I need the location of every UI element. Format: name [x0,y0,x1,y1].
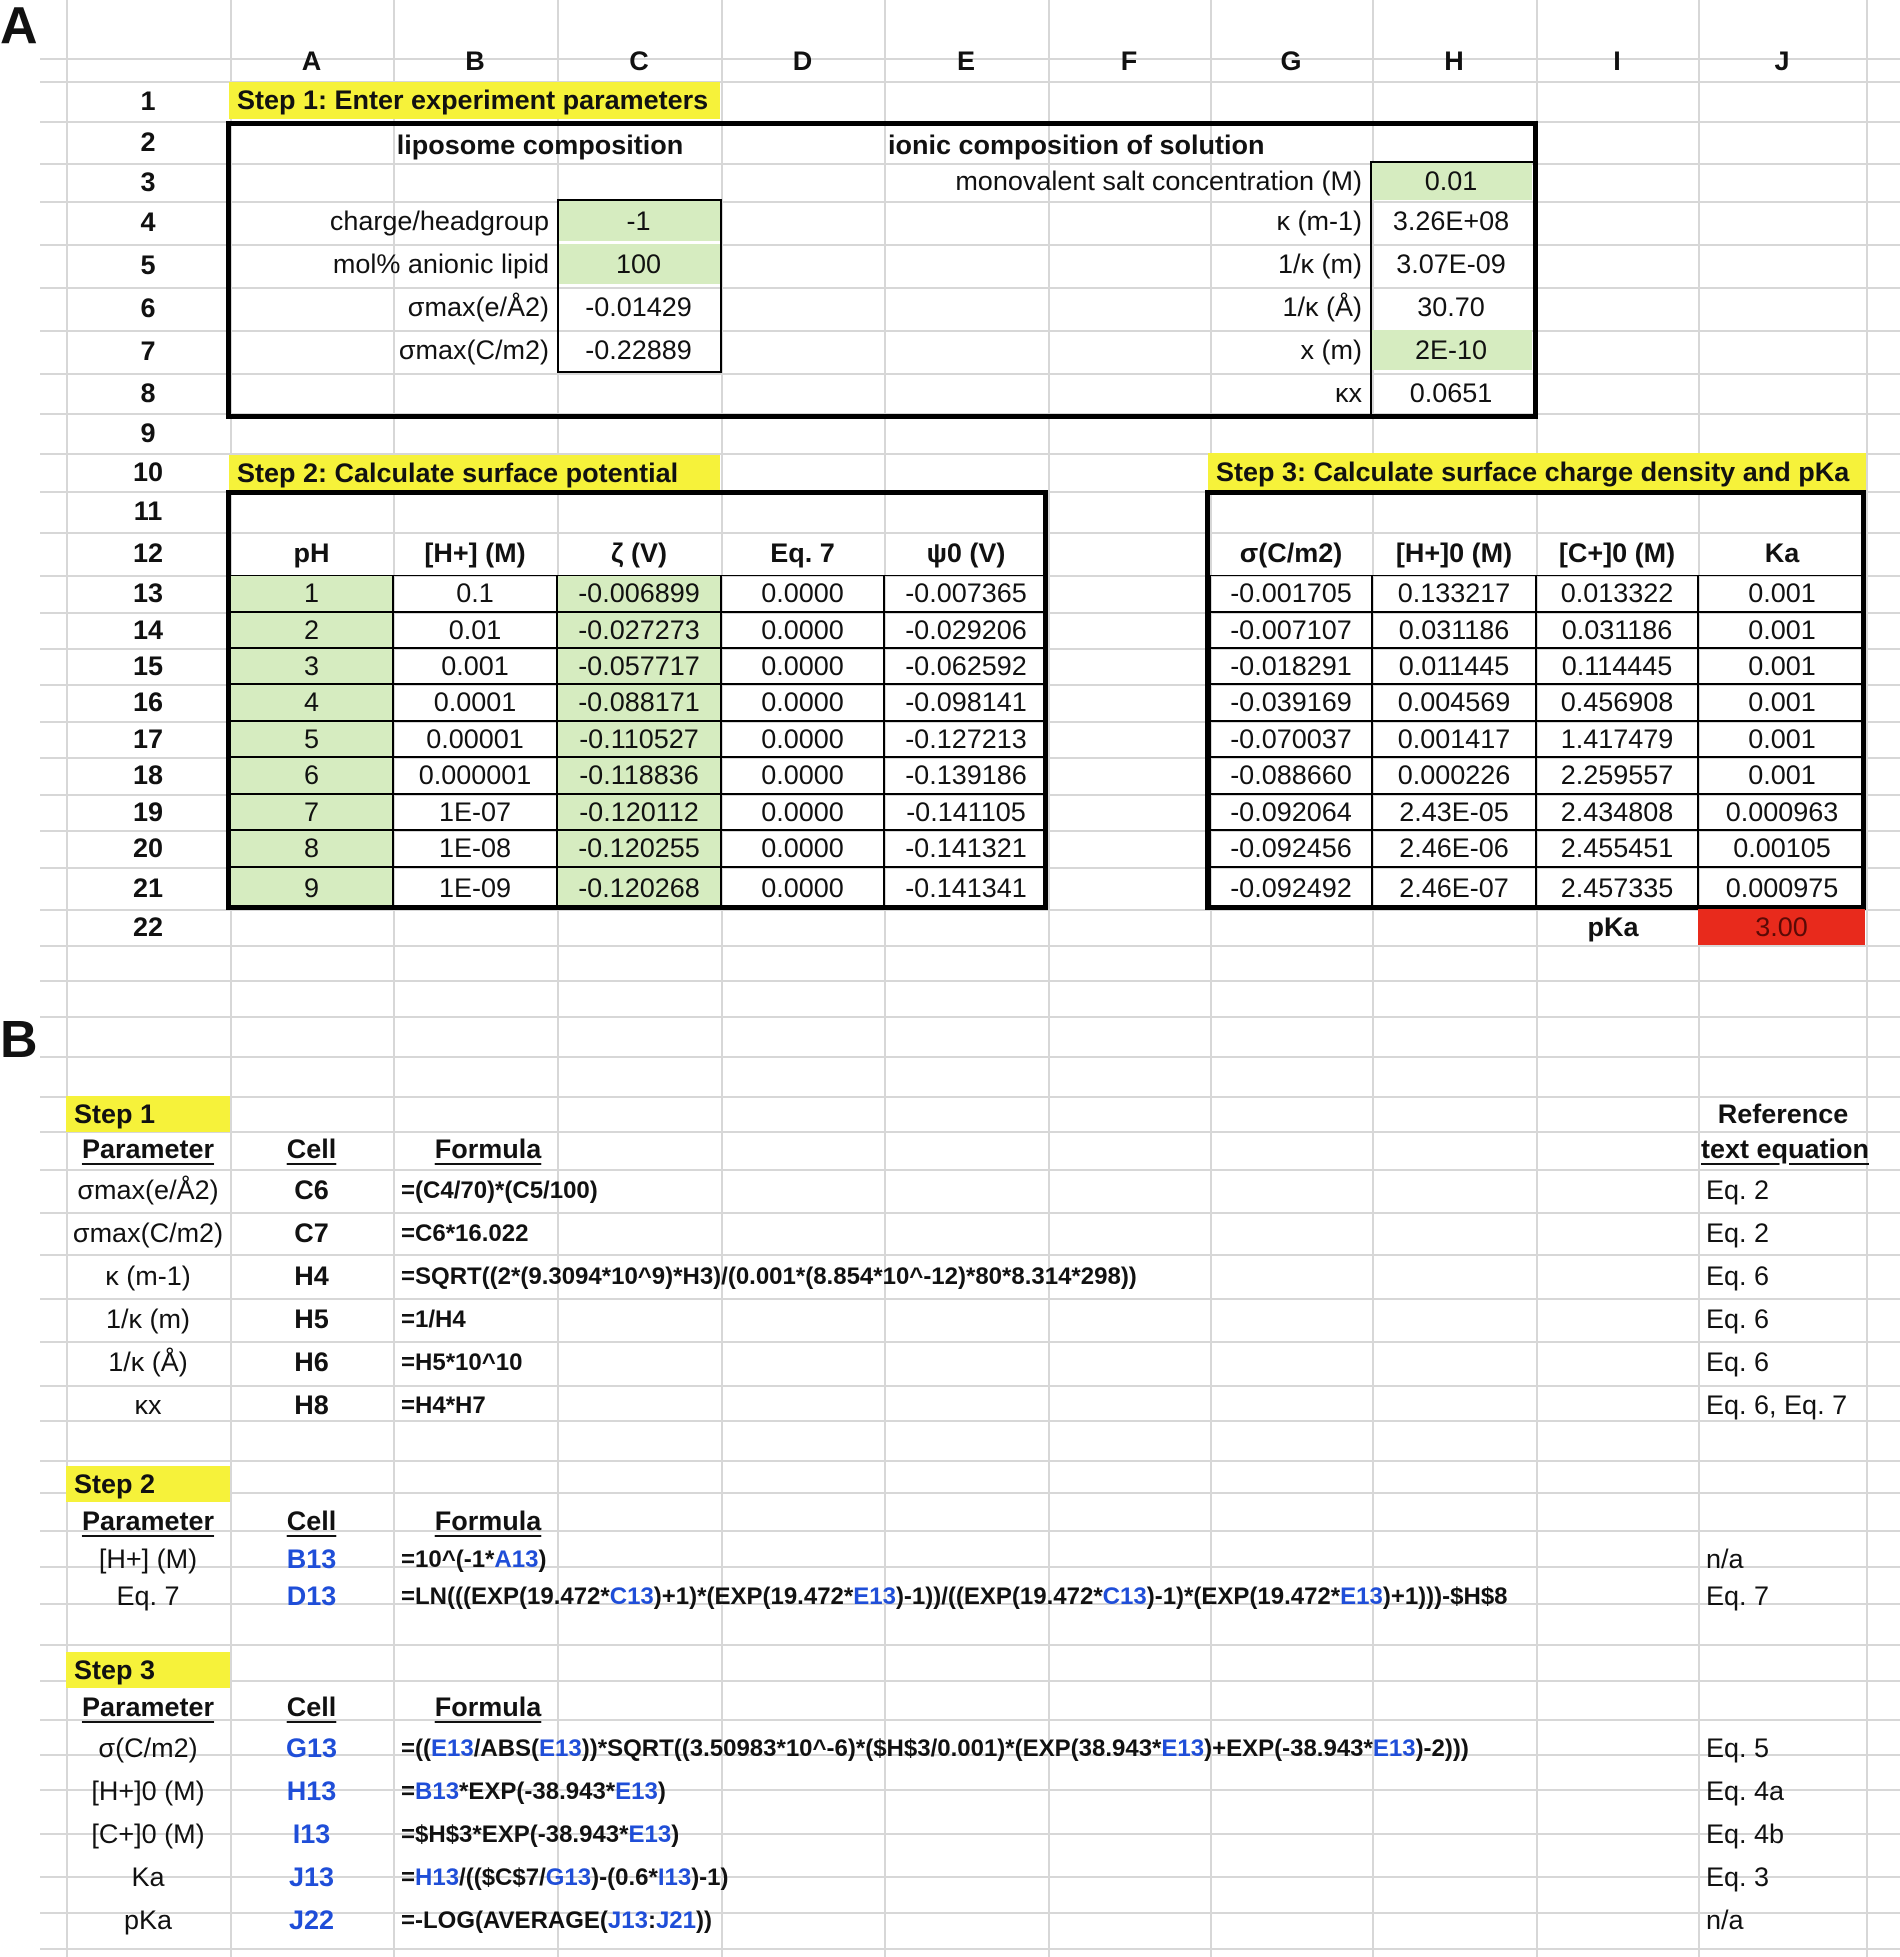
kx-value[interactable]: 0.0651 [1409,377,1493,408]
sigma-max-e-value[interactable]: -0.01429 [585,291,692,322]
formula-cell-ref[interactable]: I13 [292,1819,331,1849]
row-header[interactable]: 5 [140,250,156,280]
formula-column-header: Formula [434,1691,542,1722]
column-header[interactable]: E [956,45,975,76]
step2-cell[interactable]: 0.0000 [721,612,884,648]
row-header[interactable]: 11 [133,496,163,526]
formula-cell-ref[interactable]: C6 [294,1175,329,1205]
gridline-vertical [1698,0,1700,1957]
column-header[interactable]: B [465,45,485,76]
formula-cell-ref[interactable]: J22 [288,1905,335,1935]
formula-parameter: pKa [123,1905,173,1935]
gridline-horizontal [40,373,1900,375]
inv-kappa-m-value[interactable]: 3.07E-09 [1396,248,1506,279]
step3-cell[interactable]: 0.456908 [1536,684,1698,721]
step2-cell[interactable]: -0.120112 [557,794,721,830]
formula-text[interactable]: =(( E13 /ABS( E13 ))*SQRT((3.50983*10^-6)*($H$3/0.001)*(EXP(38.943* E13 )+EXP(-38.943* E13 )-2))) [401,1734,1469,1762]
formula-reference: Eq. 7 [1706,1581,1770,1611]
row-header[interactable]: 17 [132,723,164,754]
parameter-column-header: Parameter [81,1691,215,1722]
step2-cell[interactable]: 1E-07 [393,794,557,830]
step2-cell[interactable]: -0.127213 [884,721,1048,757]
formula-cell-ref[interactable]: H4 [294,1261,329,1291]
kappa-label: κ (m-1) [1276,205,1362,236]
step3-cell[interactable]: -0.092064 [1210,794,1372,830]
step3-cell[interactable]: 2.457335 [1536,867,1698,909]
gridline-horizontal [40,1492,1900,1494]
step2-cell[interactable]: 2 [230,612,393,648]
step2-cell[interactable]: 0.0000 [721,867,884,909]
step3-cell[interactable]: 0.001417 [1372,721,1536,757]
step3-cell[interactable]: 2.46E-07 [1372,867,1536,909]
kappa-value[interactable]: 3.26E+08 [1392,205,1510,236]
formula-parameter: σ(C/m2) [98,1733,198,1763]
formula-cell-ref[interactable]: B13 [286,1544,337,1574]
step3-cell[interactable]: 2.455451 [1536,830,1698,867]
step3-cell[interactable]: -0.039169 [1210,684,1372,721]
formula-parameter: 1/κ (m) [106,1304,190,1334]
gridline-horizontal [40,1460,1900,1462]
column-header[interactable]: G [1280,45,1302,76]
step3-cell[interactable]: 0.001 [1698,757,1866,794]
column-header[interactable]: C [629,45,649,76]
gridline-vertical [1536,0,1538,1957]
step3-cell[interactable]: 0.001 [1698,721,1866,757]
x-label: x (m) [1300,334,1362,365]
formula-step-label: Step 1 [66,1096,230,1132]
step3-cell[interactable]: 0.011445 [1372,648,1536,684]
formula-parameter: [H+] (M) [98,1544,198,1574]
step3-cell[interactable]: 0.013322 [1536,575,1698,612]
formula-parameter: 1/κ (Å) [108,1347,188,1377]
step2-cell[interactable]: -0.141341 [884,867,1048,909]
row-header[interactable]: 14 [132,614,164,645]
step3-cell[interactable]: 2.46E-06 [1372,830,1536,867]
panel-label-b: B [0,1011,38,1069]
cell-column-header: Cell [286,1691,337,1722]
formula-cell-ref[interactable]: D13 [286,1581,337,1611]
step3-cell[interactable]: 0.000963 [1698,794,1866,830]
x-input[interactable]: 2E-10 [1370,330,1532,370]
gridline-horizontal [40,1680,1900,1682]
step2-cell[interactable]: -0.120268 [557,867,721,909]
formula-cell-ref[interactable]: H6 [294,1347,329,1377]
step3-cell[interactable]: 0.031186 [1536,612,1698,648]
formula-reference: Eq. 2 [1706,1218,1770,1248]
gridline-vertical [1866,0,1868,1957]
step2-title: Step 2: Calculate surface potential [229,455,720,491]
step3-cell[interactable]: -0.070037 [1210,721,1372,757]
row-header[interactable]: 2 [140,126,156,157]
gridline-vertical [721,0,723,1957]
formula-text[interactable]: =1/H4 [401,1305,466,1333]
step2-column-header: Eq. 7 [770,538,835,568]
column-header[interactable]: H [1444,45,1464,76]
kx-label: κx [1335,377,1362,408]
row-header[interactable]: 4 [140,207,156,237]
step3-cell[interactable]: 2.434808 [1536,794,1698,830]
step3-cell[interactable]: -0.092456 [1210,830,1372,867]
formula-text[interactable]: = H13 /(($C$7/ G13 )-(0.6* I13 )-1) [401,1863,729,1891]
gridline-vertical [1048,0,1050,1957]
step3-cell[interactable]: -0.007107 [1210,612,1372,648]
step2-cell[interactable]: 9 [230,867,393,909]
step2-cell[interactable]: 0.000001 [393,757,557,794]
step2-cell[interactable]: 0.0000 [721,648,884,684]
row-header[interactable]: 15 [132,650,164,681]
mol-percent-label: mol% anionic lipid [332,248,549,279]
row-header[interactable]: 1 [140,85,156,116]
gridline-horizontal [40,1016,1900,1018]
step2-cell[interactable]: 0.0000 [721,575,884,612]
cell-column-header: Cell [286,1505,337,1536]
gridline-horizontal [40,1096,1900,1098]
step3-cell[interactable]: 0.00105 [1698,830,1866,867]
step2-cell[interactable]: 0.0001 [393,684,557,721]
step2-cell[interactable]: 0.00001 [393,721,557,757]
formula-cell-ref[interactable]: C7 [294,1218,329,1248]
step2-cell[interactable]: -0.141321 [884,830,1048,867]
row-header[interactable]: 18 [132,760,164,790]
step2-cell[interactable]: 0.0000 [721,684,884,721]
step3-cell[interactable]: 2.43E-05 [1372,794,1536,830]
formula-parameter: Ka [131,1862,165,1892]
formula-step-label: Step 2 [66,1466,230,1502]
step2-cell[interactable]: -0.057717 [557,648,721,684]
step2-cell[interactable]: -0.006899 [557,575,721,612]
step3-cell[interactable]: 0.114445 [1536,648,1698,684]
formula-reference: Eq. 6 [1706,1261,1770,1291]
formula-reference: Eq. 4a [1706,1776,1785,1806]
step2-cell[interactable]: -0.120255 [557,830,721,867]
step3-cell[interactable]: 0.031186 [1372,612,1536,648]
row-header[interactable]: 8 [140,377,156,408]
row-header[interactable]: 12 [132,538,164,568]
formula-parameter: κ (m-1) [105,1261,191,1291]
parameter-column-header: Parameter [81,1133,215,1164]
row-header[interactable]: 22 [132,911,164,942]
step3-cell[interactable]: -0.001705 [1210,575,1372,612]
gridline-horizontal [40,121,1900,123]
formula-reference: n/a [1706,1905,1744,1935]
step2-cell[interactable]: 1E-09 [393,867,557,909]
formula-text[interactable]: =LN(((EXP(19.472* C13 )+1)*(EXP(19.472* E13 )-1))/((EXP(19.472* C13 )-1)*(EXP(19.472* E13 )+1)))-$H$8 [401,1582,1508,1610]
formula-reference: Eq. 5 [1706,1733,1770,1763]
formula-parameter: [H+]0 (M) [91,1776,205,1806]
step3-cell[interactable]: 0.001 [1698,612,1866,648]
formula-text[interactable]: =H5*10^10 [401,1348,523,1376]
panel-label-a: A [0,0,38,55]
step2-cell[interactable]: 5 [230,721,393,757]
formula-column-header: Formula [434,1133,542,1164]
row-header[interactable]: 9 [140,417,156,448]
row-header[interactable]: 13 [132,578,164,608]
step3-column-header: Ka [1764,538,1800,568]
row-header[interactable]: 7 [140,336,156,366]
step2-column-header: ζ (V) [611,538,667,568]
step2-cell[interactable]: 7 [230,794,393,830]
step3-cell[interactable]: 1.417479 [1536,721,1698,757]
formula-step-label: Step 3 [66,1652,230,1688]
formula-cell-ref[interactable]: G13 [285,1733,338,1763]
row-header[interactable]: 20 [132,833,164,863]
step2-cell[interactable]: -0.139186 [884,757,1048,794]
formula-text[interactable]: =SQRT((2*(9.3094*10^9)*H3)/(0.001*(8.854*10^-12)*80*8.314*298)) [401,1262,1137,1290]
sigma-max-c-value[interactable]: -0.22889 [585,334,692,365]
reference-column-header: Reference [1717,1098,1849,1129]
liposome-header: liposome composition [396,129,684,160]
step3-column-header: σ(C/m2) [1239,538,1343,568]
step3-cell[interactable]: -0.088660 [1210,757,1372,794]
pka-label: pKa [1587,911,1639,942]
step3-cell[interactable]: 0.000226 [1372,757,1536,794]
column-header[interactable]: I [1613,45,1621,76]
step2-column-header: ψ0 (V) [926,538,1006,568]
step2-cell[interactable]: 0.0000 [721,721,884,757]
gridline-horizontal [40,945,1900,947]
sigma-max-e-label: σmax(e/Å2) [407,291,549,322]
step3-cell[interactable]: 0.004569 [1372,684,1536,721]
step2-cell[interactable]: -0.027273 [557,612,721,648]
formula-parameter: σmax(C/m2) [72,1218,224,1248]
gridline-vertical [884,0,886,1957]
column-header[interactable]: J [1774,45,1790,76]
formula-text[interactable]: =C6*16.022 [401,1219,529,1247]
formula-reference: Eq. 6, Eq. 7 [1706,1390,1848,1420]
gridline-horizontal [40,980,1900,982]
charge-headgroup-label: charge/headgroup [329,205,549,236]
step2-cell[interactable]: 0.001 [393,648,557,684]
step3-cell[interactable]: 0.133217 [1372,575,1536,612]
row-header[interactable]: 3 [140,166,156,197]
parameter-column-header: Parameter [81,1505,215,1536]
column-header[interactable]: D [792,45,813,76]
formula-text[interactable]: =-LOG(AVERAGE( J13 : J21 )) [401,1906,712,1934]
step3-cell[interactable]: 0.000975 [1698,867,1866,909]
reference-column-header-line2: text equation [1700,1133,1869,1164]
inv-kappa-a-value[interactable]: 30.70 [1417,291,1485,322]
step2-cell[interactable]: -0.062592 [884,648,1048,684]
formula-reference: n/a [1706,1544,1744,1574]
step2-cell[interactable]: 0.0000 [721,757,884,794]
step2-cell[interactable]: 0.0000 [721,794,884,830]
formula-parameter: Eq. 7 [116,1581,180,1611]
salt-concentration-input[interactable]: 0.01 [1370,163,1532,200]
formula-column-header: Formula [434,1505,542,1536]
formula-cell-ref[interactable]: H8 [294,1390,329,1420]
column-header[interactable]: F [1120,45,1138,76]
gridline-horizontal [40,413,1900,415]
row-header[interactable]: 21 [132,872,164,903]
step2-cell[interactable]: 0.0000 [721,830,884,867]
step2-cell[interactable]: -0.110527 [557,721,721,757]
step3-column-header: [H+]0 (M) [1395,538,1513,568]
step2-column-header: [H+] (M) [424,538,526,568]
formula-reference: Eq. 6 [1706,1304,1770,1334]
formula-reference: Eq. 2 [1706,1175,1770,1205]
step3-cell[interactable]: -0.092492 [1210,867,1372,909]
step2-column-header: pH [293,538,330,568]
formula-text[interactable]: =(C4/70)*(C5/100) [401,1176,598,1204]
row-header[interactable]: 10 [132,456,164,487]
step2-cell[interactable]: 1 [230,575,393,612]
step2-cell[interactable]: 6 [230,757,393,794]
step2-cell[interactable]: -0.118836 [557,757,721,794]
row-header[interactable]: 19 [132,796,164,827]
step2-cell[interactable]: 8 [230,830,393,867]
gridline-horizontal [40,1056,1900,1058]
gridline-horizontal [40,1948,1900,1950]
step2-cell[interactable]: 0.01 [393,612,557,648]
step2-cell[interactable]: 1E-08 [393,830,557,867]
inv-kappa-a-label: 1/κ (Å) [1282,291,1362,322]
step2-cell[interactable]: 3 [230,648,393,684]
gridline-horizontal [40,1644,1900,1646]
inv-kappa-m-label: 1/κ (m) [1278,248,1362,279]
step1-title: Step 1: Enter experiment parameters [229,82,720,119]
formula-cell-ref[interactable]: J13 [288,1862,335,1892]
formula-parameter: [C+]0 (M) [91,1819,205,1849]
charge-headgroup-input[interactable]: -1 [557,201,720,241]
step3-cell[interactable]: 0.001 [1698,575,1866,612]
formula-text[interactable]: =$H$3*EXP(-38.943* E13 ) [401,1820,680,1848]
formula-cell-ref[interactable]: H13 [286,1776,337,1806]
formula-parameter: σmax(e/Å2) [77,1175,219,1205]
step3-cell[interactable]: 2.259557 [1536,757,1698,794]
step2-cell[interactable]: -0.088171 [557,684,721,721]
step2-cell[interactable]: 4 [230,684,393,721]
formula-reference: Eq. 4b [1706,1819,1785,1849]
row-header[interactable]: 16 [132,687,164,717]
step2-cell[interactable]: -0.029206 [884,612,1048,648]
formula-cell-ref[interactable]: H5 [294,1304,329,1334]
pka-result[interactable]: 3.00 [1698,909,1865,945]
step2-cell[interactable]: 0.1 [393,575,557,612]
ionic-header: ionic composition of solution [888,129,1265,160]
mol-percent-input[interactable]: 100 [557,244,720,284]
formula-reference: Eq. 6 [1706,1347,1770,1377]
formula-text[interactable]: =H4*H7 [401,1391,486,1419]
formula-reference: Eq. 3 [1706,1862,1770,1892]
step2-cell[interactable]: -0.141105 [884,794,1048,830]
step3-cell[interactable]: -0.018291 [1210,648,1372,684]
step3-column-header: [C+]0 (M) [1558,538,1676,568]
cell-column-header: Cell [286,1133,337,1164]
column-header[interactable]: A [301,45,322,76]
step3-title: Step 3: Calculate surface charge density and pKa [1208,453,1866,491]
row-header[interactable]: 6 [140,293,156,323]
step3-cell[interactable]: 0.001 [1698,648,1866,684]
gridline-horizontal [40,491,1900,493]
formula-text[interactable]: =10^(-1* A13 ) [401,1545,547,1573]
formula-parameter: κx [134,1390,162,1420]
formula-text[interactable]: = B13 *EXP(-38.943* E13 ) [401,1777,666,1805]
sigma-max-c-label: σmax(C/m2) [398,334,549,365]
salt-label: monovalent salt concentration (M) [955,166,1362,196]
step2-cell[interactable]: -0.098141 [884,684,1048,721]
step3-cell[interactable]: 0.001 [1698,684,1866,721]
step2-cell[interactable]: -0.007365 [884,575,1048,612]
